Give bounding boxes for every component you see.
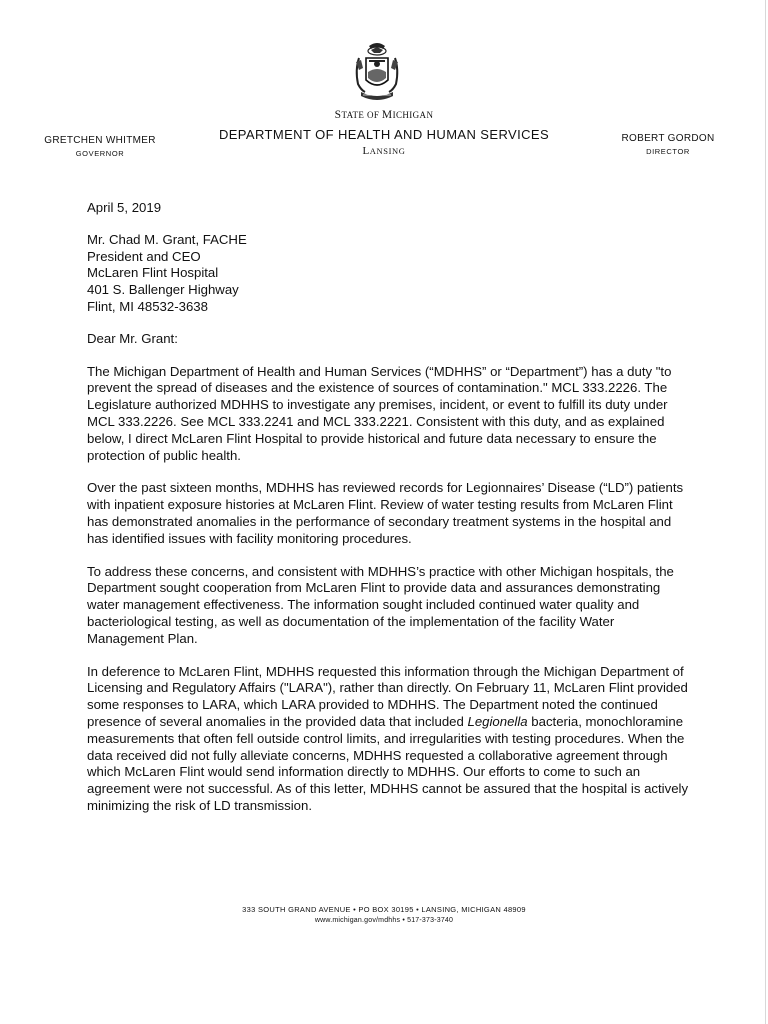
address-line: Mr. Chad M. Grant, FACHE: [87, 231, 247, 247]
city-name: LANSING: [362, 145, 406, 157]
page-edge: [765, 0, 766, 1024]
legionella-italic: Legionella: [467, 713, 528, 729]
paragraph-3: To address these concerns, and consistent with MDHHS’s practice with other Michigan hospitals, the Department sought cooperation from McLaren Flint to provide data and assurances demonstrating water management effectiveness. The information sought included continued water quality and bacteriological testing, as well as documentation of the implementation of the facility Water Management Plan.: [87, 563, 674, 646]
salutation: Dear Mr. Grant:: [87, 330, 178, 346]
footer-contact: www.michigan.gov/mdhhs • 517-373-3740: [314, 917, 454, 924]
recipient-address: [87, 232, 691, 316]
governor-block: [30, 135, 170, 158]
director-name: ROBERT GORDON: [621, 133, 715, 144]
paragraph-1: The Michigan Department of Health and Human Services (“MDHHS” or “Department”) has a duty "to prevent the spread of diseases and the existence of sources of contamination." MCL 333.2226. The Legislature authorized MDHHS to investigate any premises, incident, or event to fulfill its duty under MCL 333.2226. See MCL 333.2241 and MCL 333.2221. Consistent with this duty, and as explained below, I direct McLaren Flint Hospital to provide historical and future data necessary to ensure the protection of public health.: [87, 363, 672, 463]
address-line: Flint, MI 48532-3638: [87, 298, 208, 314]
director-block: [598, 133, 738, 156]
michigan-state-seal-icon: [347, 40, 407, 106]
letterhead-footer: [0, 905, 768, 924]
director-title: DIRECTOR: [646, 147, 690, 156]
footer-address: 333 SOUTH GRAND AVENUE • PO BOX 30195 • LANSING, MICHIGAN 48909: [242, 905, 526, 914]
paragraph-2: Over the past sixteen months, MDHHS has reviewed records for Legionnaires’ Disease (“LD”) patients with inpatient exposure histories at McLaren Flint. Review of water testing results from McLaren Flint has demonstrated anomalies in the performance of secondary treatment systems in the hospital and has identified issues with facility monitoring procedures.: [87, 480, 684, 546]
department-name: DEPARTMENT OF HEALTH AND HUMAN SERVICES: [218, 127, 550, 142]
letter-date: April 5, 2019: [87, 200, 162, 215]
state-name: STATE OF MICHIGAN: [334, 109, 434, 121]
paragraph-4: In deference to McLaren Flint, MDHHS requested this information through the Michigan Department of Licensing and Regulatory Affairs ("LARA"), rather than directly. On February 11, McLaren Flint provided some responses to LARA, which LARA provided to MDHHS. The Department noted the continued presence of several anomalies in the provided data that included Legionella bacteria, monochloramine measurements that often fell outside control limits, and irregularities with testing procedures. When the data received did not fully alleviate concerns, MDHHS requested a collaborative agreement through which McLaren Flint would send information directly to MDHHS. Our efforts to come to such an agreement were not successful. As of this letter, MDHHS cannot be assured that the hospital is actively minimizing the risk of LD transmission.: [87, 663, 689, 813]
governor-title: GOVERNOR: [75, 149, 125, 158]
address-line: McLaren Flint Hospital: [87, 265, 219, 281]
address-line: President and CEO: [87, 248, 201, 264]
letter-body: [87, 200, 691, 831]
address-line: 401 S. Ballenger Highway: [87, 282, 239, 298]
governor-name: GRETCHEN WHITMER: [44, 135, 156, 146]
